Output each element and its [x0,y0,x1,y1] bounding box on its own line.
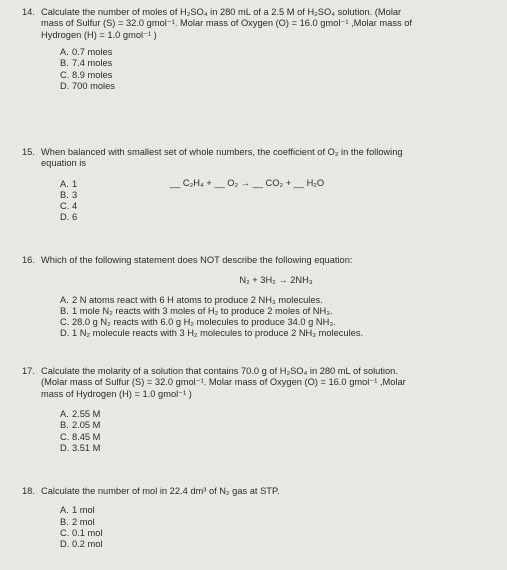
option-d[interactable]: D. 700 moles [60,80,115,91]
question-text-line-2: equation is [41,158,86,169]
question-text-line-1: Calculate the molarity of a solution that contains 70.0 g of H₂SO₄ in 280 mL of solution. [41,366,398,376]
question-text-line-1: Which of the following statement does NOT describe the following equation: [41,255,353,265]
option-a[interactable]: A. 0.7 moles [60,47,113,58]
question-text-line-1: Calculate the number of mol in 22.4 dm³ of N₂ gas at STP. [41,486,280,496]
question-14-stem [22,7,500,18]
option-c[interactable]: C. 28.0 g N₂ reacts with 6.0 g H₂ molecules to produce 34.0 g NH₃. [60,317,336,328]
option-a[interactable]: A. 2 N atoms react with 6 H atoms to produce 2 NH₃ molecules. [60,294,323,305]
option-c[interactable]: C. 4 [60,201,78,212]
option-b[interactable]: B. 2 mol [60,516,95,527]
question-text-line-3: mass of Hydrogen (H) = 1.0 gmol⁻¹ ) [41,388,192,399]
option-c[interactable]: C. 8.45 M [60,431,101,442]
question-number: 14. [22,7,35,17]
question-17-stem [22,366,500,377]
option-d[interactable]: D. 0.2 mol [60,538,103,549]
question-text-line-1: When balanced with smallest set of whole numbers, the coefficient of O₂ in the following [41,147,403,157]
options-list [22,47,500,92]
option-d[interactable]: D. 1 N₂ molecule reacts with 3 H₂ molecules to produce 2 NH₃ molecules. [60,328,364,339]
option-c[interactable]: C. 0.1 mol [60,527,103,538]
option-b[interactable]: B. 3 [60,190,78,200]
question-text-line-2: (Molar mass of Sulfur (S) = 32.0 gmol⁻¹. Molar mass of Oxygen (O) = 16.0 gmol⁻¹ ,Molar [41,377,406,388]
question-15 [22,147,500,224]
options-list [22,505,500,550]
question-18 [22,486,500,550]
question-number: 16. [22,255,35,265]
question-text-line-1: Calculate the number of moles of H₂SO₄ in 280 mL of a 2.5 M of H₂SO₄ solution. (Molar [41,7,402,17]
options-list [22,295,500,340]
option-c[interactable]: C. 8.9 moles [60,69,113,80]
question-18-stem [22,486,500,497]
question-text-line-3: Hydrogen (H) = 1.0 gmol⁻¹ ) [41,29,157,40]
question-14 [22,7,500,92]
option-b[interactable]: B. 2.05 M [60,420,101,431]
option-b[interactable]: B. 1 mole N₂ reacts with 3 moles of H₂ to produce 2 moles of NH₃. [60,306,333,316]
question-number: 17. [22,366,35,376]
option-b[interactable]: B. 7.4 moles [60,58,113,69]
question-16 [22,255,500,340]
question-16-stem [22,255,500,266]
option-d[interactable]: D. 3.51 M [60,442,101,453]
question-number: 18. [22,486,35,496]
option-a[interactable]: A. 1 mol [60,505,95,516]
question-number: 15. [22,147,35,157]
question-17 [22,366,500,454]
option-a[interactable]: A. 2.55 M [60,409,101,420]
option-d[interactable]: D. 6 [60,212,78,223]
question-text-line-2: mass of Sulfur (S) = 32.0 gmol⁻¹. Molar mass of Oxygen (O) = 16.0 gmol⁻¹ ,Molar mass of [41,18,412,29]
question-15-stem [22,147,500,158]
reaction-equation: N₂ + 3H₂ → 2NH₃ [239,275,313,286]
option-a[interactable]: A. 1 [60,178,78,189]
reaction-equation: __ C₂H₄ + __ O₂ → __ CO₂ + __ H₂O [170,178,325,188]
options-list [22,409,500,454]
